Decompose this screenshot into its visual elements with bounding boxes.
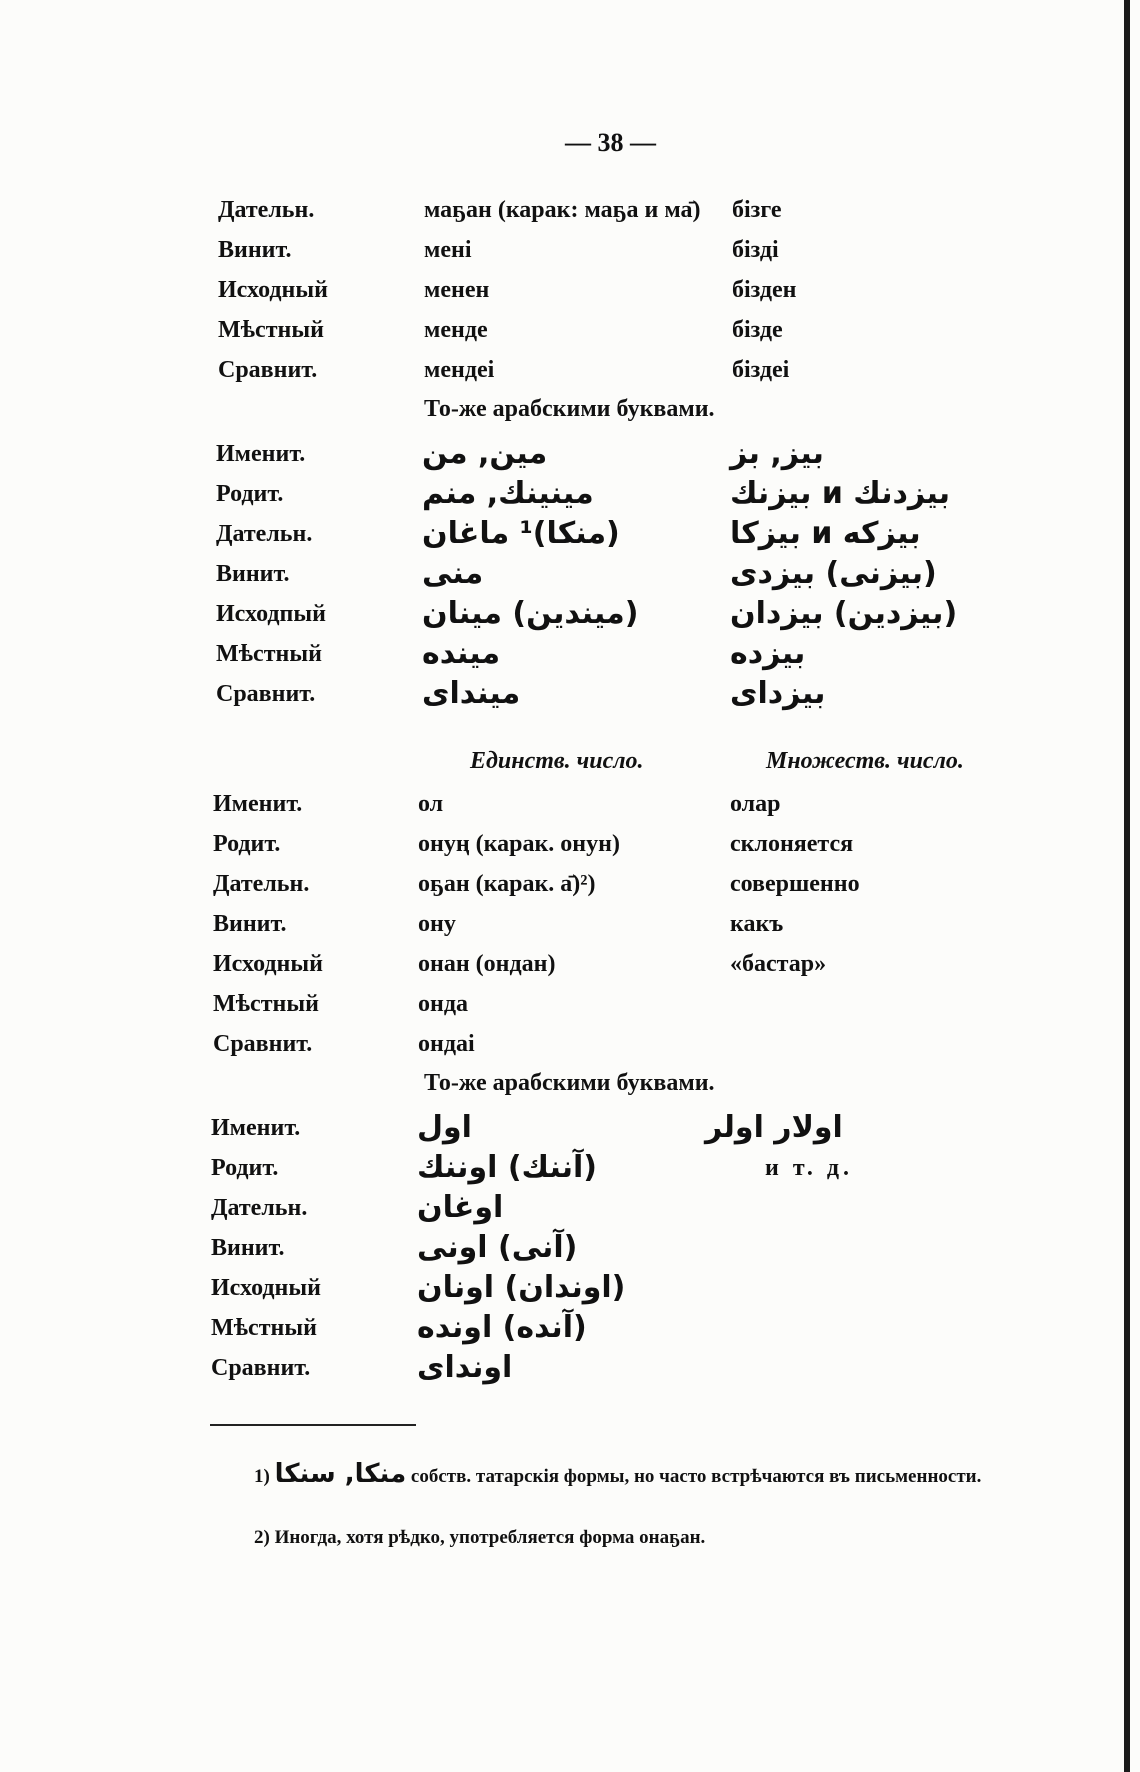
- singular-form: маҕан (карак: маҕа и ма̄): [424, 197, 701, 223]
- plural-arabic: بیزده: [730, 636, 806, 671]
- footnote-2: 2) Иногда, хотя рѣдко, употребляется форма онаҕан.: [254, 1527, 706, 1548]
- singular-arabic: اول: [417, 1110, 472, 1145]
- singular-subhead: Единств. число.: [470, 748, 644, 774]
- case-label: Дательн.: [213, 871, 310, 897]
- plural-form: олар: [730, 791, 781, 817]
- footnote-rule: [210, 1424, 416, 1426]
- singular-form: мені: [424, 237, 472, 263]
- plural-arabic: اولار اولر: [705, 1110, 843, 1145]
- plural-form: бізге: [732, 197, 782, 223]
- case-label: Мѣстный: [211, 1315, 317, 1341]
- plural-arabic: بیزدنك и بیزنك: [730, 476, 951, 511]
- case-label: Сравнит.: [211, 1355, 311, 1381]
- case-label: Дательн.: [218, 197, 315, 223]
- case-label: Исходпый: [216, 601, 326, 627]
- case-label: Дательн.: [211, 1195, 308, 1221]
- singular-form: мендеі: [424, 357, 495, 383]
- page-number: — 38 —: [565, 128, 656, 157]
- case-label: Исходный: [213, 951, 323, 977]
- case-label: Мѣстный: [218, 317, 324, 343]
- case-label: Винит.: [211, 1235, 285, 1261]
- singular-arabic: (میندین) مینان: [422, 596, 639, 631]
- singular-arabic: (آننك) اوننك: [417, 1150, 597, 1185]
- plural-arabic: بیز, بز: [730, 436, 824, 471]
- singular-form: менде: [424, 317, 488, 343]
- plural-arabic: بیزدای: [730, 676, 826, 711]
- singular-arabic: (آنی) اونی: [417, 1230, 578, 1265]
- case-label: Дательн.: [216, 521, 313, 547]
- case-label: Сравнит.: [216, 681, 316, 707]
- singular-arabic: (اوندان) اونان: [417, 1270, 626, 1305]
- singular-arabic: مینده: [422, 636, 501, 671]
- case-label: Винит.: [213, 911, 287, 937]
- singular-arabic: مین, من: [422, 436, 548, 471]
- singular-arabic: اوندای: [417, 1350, 513, 1385]
- footnote-1-arabic: منکا, سنکا: [274, 1459, 407, 1489]
- singular-form: оҕан (карак. а̄)²): [418, 871, 596, 897]
- singular-form: ону: [418, 911, 456, 937]
- footnote-1-marker: 1): [254, 1466, 270, 1487]
- plural-arabic: بیزکه и بیزکا: [730, 516, 921, 551]
- singular-form: онан (ондан): [418, 951, 556, 977]
- plural-form: «бастар»: [730, 951, 827, 977]
- singular-arabic: (آنده) اونده: [417, 1310, 587, 1345]
- arabic-letters-note: То-же арабскими буквами.: [424, 396, 715, 422]
- singular-form: ондаі: [418, 1031, 475, 1057]
- footnote-1: [210, 1458, 1040, 1493]
- plural-form: совершенно: [730, 871, 860, 897]
- plural-arabic: (بیزدین) بیزدان: [730, 596, 958, 631]
- case-label: Родит.: [213, 831, 281, 857]
- case-label: Мѣстный: [216, 641, 322, 667]
- plural-form: какъ: [730, 911, 784, 937]
- case-label: Именит.: [213, 791, 303, 817]
- plural-subhead: Множеств. число.: [766, 748, 964, 774]
- plural-arabic: (بیزنی) بیزدی: [730, 556, 937, 591]
- case-label: Винит.: [218, 237, 292, 263]
- plural-form: склоняется: [730, 831, 854, 857]
- case-label: Сравнит.: [213, 1031, 313, 1057]
- singular-form: онуң (карак. онун): [418, 831, 620, 857]
- singular-arabic: مینینك, منم: [422, 476, 594, 511]
- case-label: Исходный: [218, 277, 328, 303]
- case-label: Сравнит.: [218, 357, 318, 383]
- plural-form: бізді: [732, 237, 779, 263]
- page-edge: [1124, 0, 1130, 1772]
- case-label: Именит.: [216, 441, 306, 467]
- etc-note: и т. д.: [765, 1155, 853, 1181]
- case-label: Именит.: [211, 1115, 301, 1141]
- plural-form: бізден: [732, 277, 797, 303]
- singular-arabic: میندای: [422, 676, 521, 711]
- plural-form: бізде: [732, 317, 783, 343]
- singular-form: менен: [424, 277, 490, 303]
- arabic-letters-note: То-же арабскими буквами.: [424, 1070, 715, 1096]
- case-label: Винит.: [216, 561, 290, 587]
- case-label: Исходный: [211, 1275, 321, 1301]
- case-label: Мѣстный: [213, 991, 319, 1017]
- singular-arabic: منی: [422, 556, 484, 591]
- case-label: Родит.: [211, 1155, 279, 1181]
- singular-form: онда: [418, 991, 468, 1017]
- case-label: Родит.: [216, 481, 284, 507]
- singular-arabic: اوغان: [417, 1190, 504, 1225]
- singular-form: ол: [418, 791, 444, 817]
- singular-arabic: (منكا)¹ ماغان: [422, 516, 620, 551]
- plural-form: біздеі: [732, 357, 790, 383]
- footnote-1-text: собств. татарскія формы, но часто встрѣчаются въ письменности.: [410, 1466, 982, 1487]
